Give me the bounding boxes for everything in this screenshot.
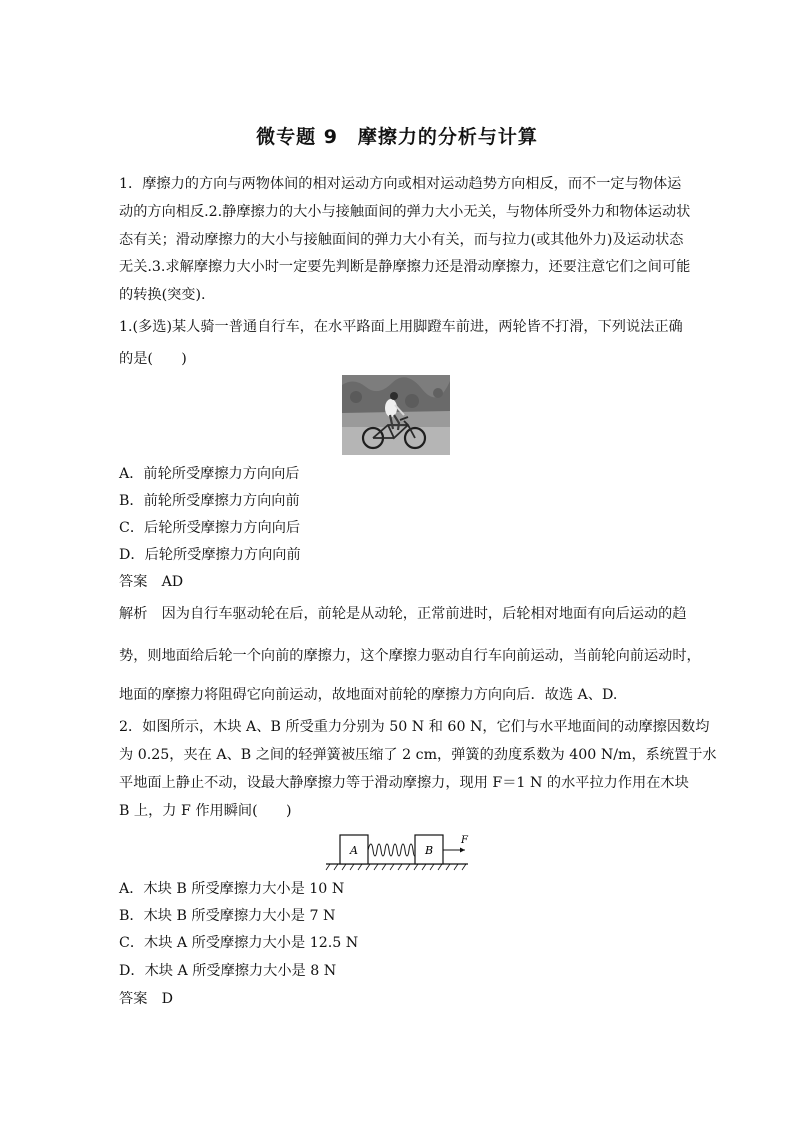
block-a-label: A <box>350 844 358 857</box>
q1-option-c: C．后轮所受摩擦力方向向后 <box>119 520 301 536</box>
q1-option-b: B．前轮所受摩擦力方向向前 <box>119 493 300 509</box>
q2-option-a: A．木块 B 所受摩擦力大小是 10 N <box>119 881 345 897</box>
q1-stem-line-1: 1.(多选)某人骑一普通自行车，在水平路面上用脚蹬车前进，两轮皆不打滑，下列说法正确 <box>119 319 683 335</box>
q1-analysis-line-1: 解析 因为自行车驱动轮在后，前轮是从动轮，正常前进时，后轮相对地面有向后运动的趋 <box>119 606 687 622</box>
q2-stem-line-4: B 上，力 F 作用瞬间( ) <box>119 803 292 819</box>
q2-stem-line-2: 为 0.25，夹在 A、B 之间的轻弹簧被压缩了 2 cm，弹簧的劲度系数为 400 N/m，系统置于水 <box>119 747 717 763</box>
q1-analysis-line-3: 地面的摩擦力将阻碍它向前运动，故地面对前轮的摩擦力方向向后．故选 A、D. <box>119 687 618 703</box>
q1-option-a: A．前轮所受摩擦力方向向后 <box>119 466 300 482</box>
intro-line-2: 动的方向相反.2.静摩擦力的大小与接触面间的弹力大小无关，与物体所受外力和物体运动状 <box>119 204 691 220</box>
q1-analysis-line-2: 势，则地面给后轮一个向前的摩擦力，这个摩擦力驱动自行车向前运动，当前轮向前运动时， <box>119 648 701 664</box>
q2-option-c: C．木块 A 所受摩擦力大小是 12.5 N <box>119 935 359 951</box>
spring <box>368 844 416 856</box>
page-title: 微专题 9 摩擦力的分析与计算 <box>256 126 538 148</box>
q1-stem-line-2: 的是( ) <box>119 351 187 367</box>
q2-answer: 答案 D <box>119 991 173 1007</box>
q2-option-b: B．木块 B 所受摩擦力大小是 7 N <box>119 908 336 924</box>
intro-line-5: 的转换(突变). <box>119 287 206 303</box>
q1-answer: 答案 AD <box>119 574 184 590</box>
q2-option-d: D．木块 A 所受摩擦力大小是 8 N <box>119 963 337 979</box>
q2-stem-line-1: 2．如图所示，木块 A、B 所受重力分别为 50 N 和 60 N，它们与水平地面间的动摩擦因数均 <box>119 719 710 735</box>
block-b-label: B <box>424 844 434 857</box>
q1-option-d: D．后轮所受摩擦力方向向前 <box>119 547 301 563</box>
intro-line-4: 无关.3.求解摩擦力大小时一定要先判断是静摩擦力还是滑动摩擦力，还要注意它们之间可能 <box>119 259 691 275</box>
force-label: F <box>461 835 468 846</box>
spring-blocks-diagram <box>322 830 472 872</box>
intro-line-1: 1．摩擦力的方向与两物体间的相对运动方向或相对运动趋势方向相反，而不一定与物体运 <box>119 176 682 192</box>
intro-line-3: 态有关；滑动摩擦力的大小与接触面间的弹力大小有关，而与拉力(或其他外力)及运动状态 <box>119 232 684 248</box>
bicycle-rider-photo <box>342 375 450 455</box>
q2-stem-line-3: 平地面上静止不动，设最大静摩擦力等于滑动摩擦力，现用 F＝1 N 的水平拉力作用在木块 <box>119 775 689 791</box>
